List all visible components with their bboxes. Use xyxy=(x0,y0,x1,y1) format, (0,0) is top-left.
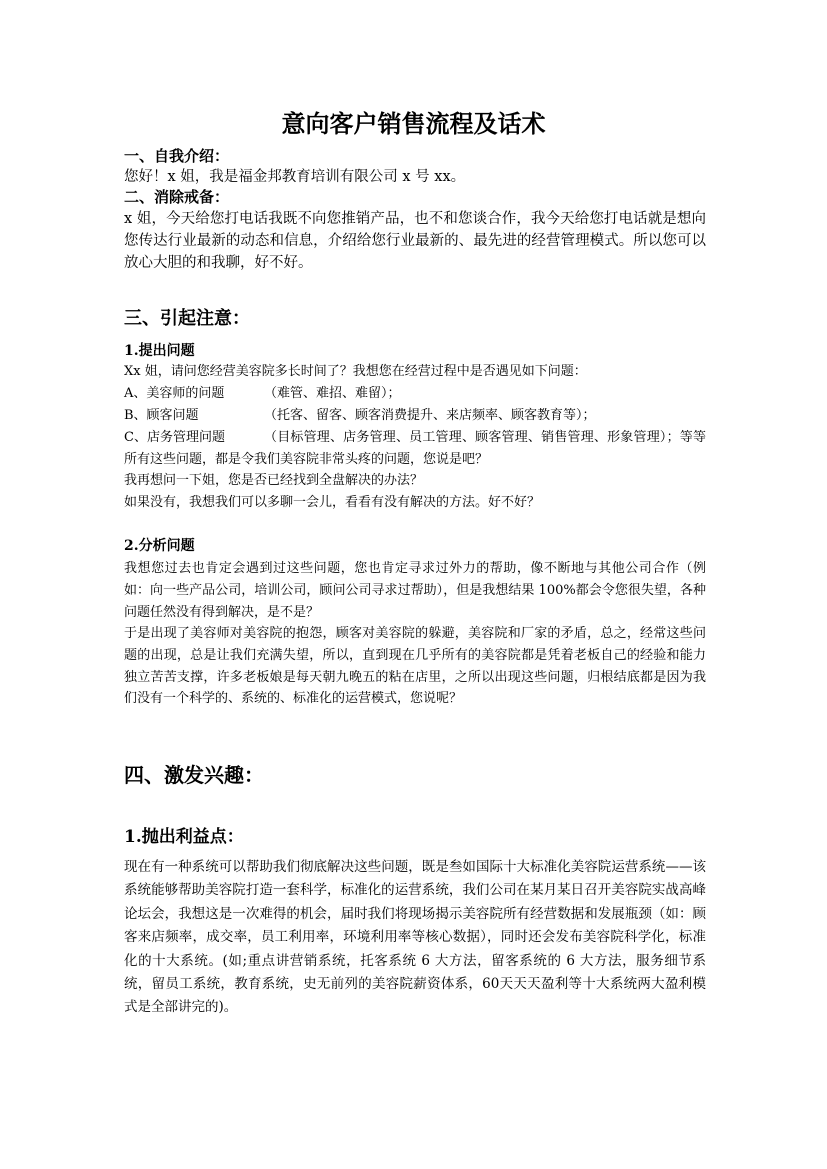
problem-item-label: B、顾客问题 xyxy=(124,408,199,423)
section-1-heading: 一、自我介绍： xyxy=(124,147,230,165)
analysis-paragraph-1: 我想您过去也肯定会遇到过这些问题，您也肯定寻求过外力的帮助，像不断地与其他公司合作（例如：向一些产品公司，培训公司，顾问公司寻求过帮助），但是我想结果 100%都会令您很失望，各种问题任然没有得到解决，是不是？ xyxy=(124,561,706,620)
subsection-2-heading: 2.分析问题 xyxy=(124,538,195,554)
problem-item-a xyxy=(124,383,706,405)
problem-item-label: A、美容师的问题 xyxy=(124,386,225,401)
question-line-2: 如果没有，我想我们可以多聊一会儿，看看有没有解决的方法。好不好？ xyxy=(124,495,541,510)
question-line-1: 我再想问一下姐，您是否已经找到全盘解决的办法？ xyxy=(124,473,424,488)
problem-item-label: C、店务管理问题 xyxy=(124,430,225,445)
benefit-paragraph: 现在有一种系统可以帮助我们彻底解决这些问题，既是叁如国际十大标准化美容院运营系统——该系统能够帮助美容院打造一套科学，标准化的运营系统，我们公司在某月某日召开美容院实战高峰论坛会，我想这是一次难得的机会，届时我们将现场揭示美容院所有经营数据和发展瓶颈（如：顾客来店频率，成交率，员工利用率，环境利用率等核心数据），同时还会发布美容院科学化，标准化的十大系统。(如;重点讲营销系统，托客系统 6 大方法，留客系统的 6 大方法，服务细节系统，留员工系统，教育系统，史无前列的美容院薪资体系，60天天天盈利等十大系统两大盈利模式是全部讲完的)。 xyxy=(124,859,706,1016)
problem-item-detail: （难管、难招、难留）； xyxy=(264,386,401,401)
section-3-heading: 三、引起注意： xyxy=(124,308,250,329)
section-2-text: x 姐，今天给您打电话我既不向您推销产品，也不和您谈合作，我今天给您打电话就是想向您传达行业最新的动态和信息，介绍给您行业最新的、最先进的经营管理模式。所以您可以放心大胆的和我聊，好不好。 xyxy=(124,211,706,271)
analysis-paragraph-2: 于是出现了美容师对美容院的抱怨，顾客对美容院的躲避，美容院和厂家的矛盾，总之，经常这些问题的出现，总是让我们充满失望，所以，直到现在几乎所有的美容院都是凭着老板自己的经验和能力独立苦苦支撑，许多老板娘是每天朝九晚五的粘在店里，之所以出现这些问题，归根结底都是因为我们没有一个科学的、系统的、标准化的运营模式，您说呢？ xyxy=(124,626,706,707)
problem-item-detail: （目标管理、店务管理、员工管理、顾客管理、销售管理、形象管理）；等等所有这些问题，都是令我们美容院非常头疼的问题，您说是吧？ xyxy=(124,430,706,467)
subsection-1-heading: 1.提出问题 xyxy=(124,343,195,359)
problem-item-detail: （托客、留客、顾客消费提升、来店频率、顾客教育等）； xyxy=(264,408,596,423)
section-2-heading: 二、消除戒备： xyxy=(124,188,230,206)
problem-item-c xyxy=(124,427,706,471)
section-1-text: 您好！x 姐，我是福金邦教育培训有限公司 x 号 xx。 xyxy=(124,169,466,185)
subsection-benefit-heading: 1.抛出利益点： xyxy=(124,827,244,847)
page-title: 意向客户销售流程及话术 xyxy=(281,109,546,138)
problem-item-b xyxy=(124,405,706,427)
section-4-heading: 四、激发兴趣： xyxy=(124,763,264,787)
problem-intro: Xx 姐，请问您经营美容院多长时间了？我想您在经营过程中是否遇见如下问题： xyxy=(124,364,587,379)
